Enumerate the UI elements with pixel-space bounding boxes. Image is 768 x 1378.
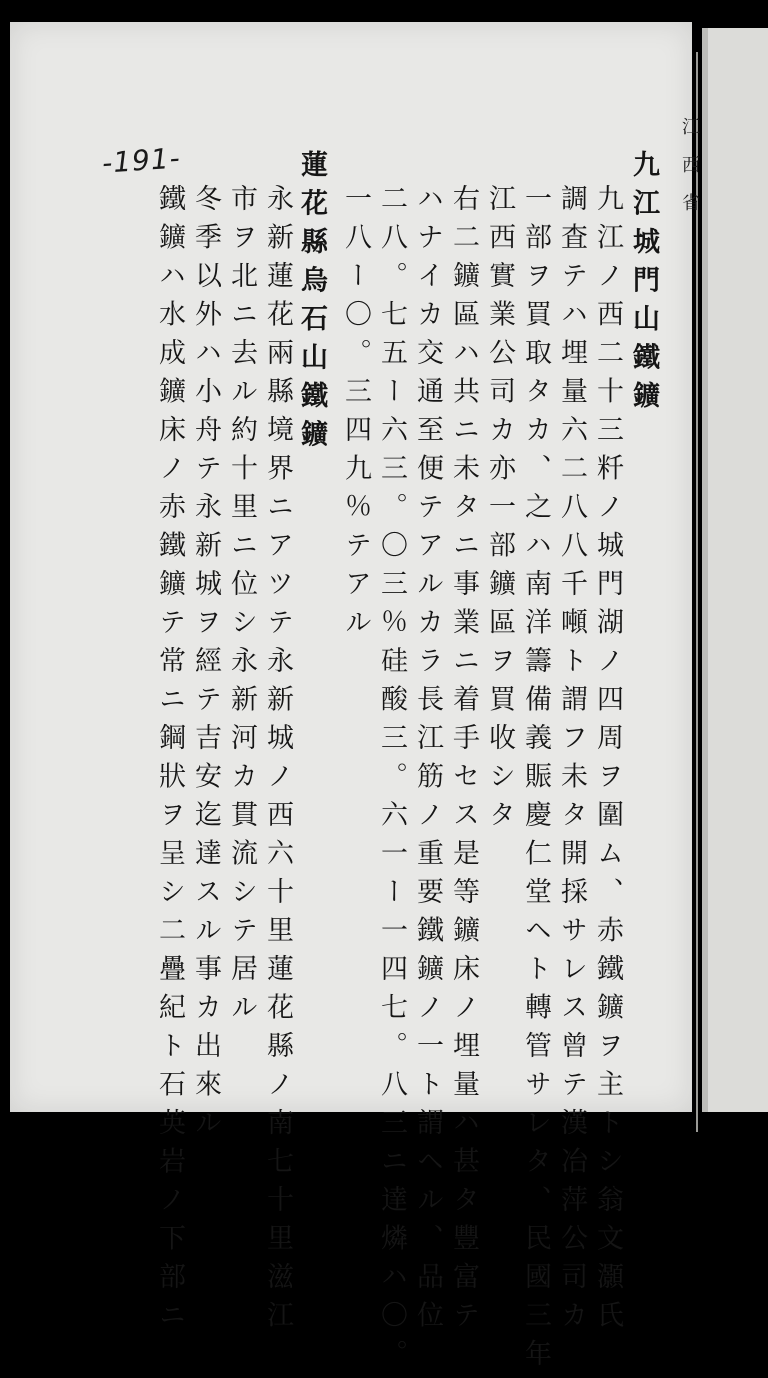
facing-page-edge xyxy=(702,28,768,1112)
text-line: 調査テハ埋量六二八八千噸ト謂フ未タ開採サレス曾テ漢冶萍公司カ xyxy=(556,184,587,1339)
text-line: ハナイカ交通至便テアルカラ長江筋ノ重要鐵鑛ノ一ト謂ヘル、品位 xyxy=(412,184,443,1339)
text-line: 二八。七五ー六三。〇三％硅酸三。六一ー一四七。八三ニ達燐ハ〇。 xyxy=(376,184,407,1378)
section-heading: 九江城門山鐵鑛 xyxy=(628,150,659,420)
text-line: 江西實業公司カ亦一部鑛區ヲ買收シタ xyxy=(484,184,515,839)
text-line: 永新蓮花兩縣境界ニアツテ永新城ノ西六十里蓮花縣ノ南七十里滋江 xyxy=(262,184,293,1339)
document-page xyxy=(10,22,700,1378)
page-fold-shadow xyxy=(702,28,708,1112)
text-line: 鐵鑛ハ水成鑛床ノ赤鐵鑛テ常ニ鋼狀ヲ呈シ二疊紀ト石英岩ノ下部ニ xyxy=(154,184,185,1339)
text-line: 九江ノ西二十三粁ノ城門湖ノ四周ヲ圍ム、赤鐵鑛ヲ主トシ翁文灝氏 xyxy=(592,184,623,1339)
page-number: -191- xyxy=(100,141,182,180)
text-line: 一部ヲ買取タカ、之ハ南洋籌備義賑慶仁堂ヘト轉管サレタ、民國三年 xyxy=(520,184,551,1378)
text-line: 市ヲ北ニ去ル約十里ニ位シ永新河カ貫流シテ居ル xyxy=(226,184,257,1031)
section-heading: 蓮花縣烏石山鐵鑛 xyxy=(296,150,327,458)
running-header: 江西省 xyxy=(679,117,700,231)
text-line: 一八ー〇。三四九％テアル xyxy=(340,184,371,646)
text-line: 右二鑛區ハ共ニ未タニ事業ニ着手セス是等鑛床ノ埋量ハ甚タ豐富テ xyxy=(448,184,479,1339)
text-line: 冬季以外ハ小舟テ永新城ヲ經テ吉安迄達スル事カ出來ル xyxy=(190,184,221,1147)
